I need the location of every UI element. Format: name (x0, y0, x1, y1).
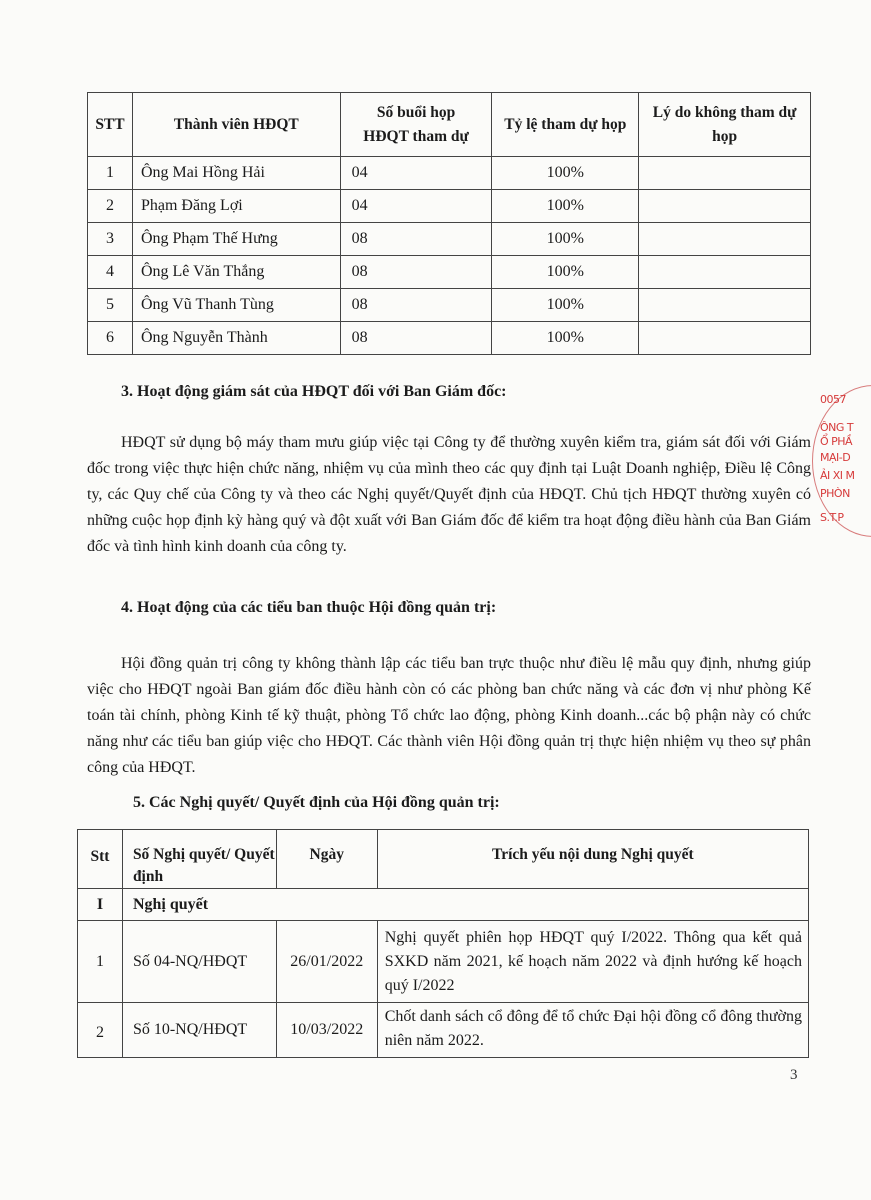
cell-date: 10/03/2022 (276, 1003, 377, 1058)
header-excerpt: Trích yếu nội dung Nghị quyết (377, 830, 808, 889)
cell-name: Ông Lê Văn Thắng (132, 256, 340, 289)
cell-excerpt: Chốt danh sách cổ đông để tổ chức Đại hội đồng cổ đông thường niên năm 2022. (377, 1003, 808, 1058)
cell-reason (639, 289, 811, 322)
header-stt: Stt (78, 830, 123, 889)
cell-reason (639, 223, 811, 256)
cell-meetings: 04 (340, 190, 492, 223)
cell-name: Ông Mai Hồng Hải (132, 157, 340, 190)
header-resolution-number: Số Nghị quyết/ Quyết định (122, 830, 276, 889)
cell-stt: 3 (88, 223, 133, 256)
stamp-text: ẢI XI M (820, 469, 855, 482)
table-header-row (88, 93, 811, 157)
cell-rate: 100% (492, 289, 639, 322)
header-reason: Lý do không tham dự họp (639, 93, 811, 157)
stamp-text: MẠI-D (820, 451, 851, 464)
resolution-table (77, 829, 809, 1058)
section-3-heading: 3. Hoạt động giám sát của HĐQT đối với Ban Giám đốc: (121, 383, 507, 400)
cell-meetings: 08 (340, 289, 492, 322)
cell-rate: 100% (492, 256, 639, 289)
section-5-heading: 5. Các Nghị quyết/ Quyết định của Hội đồng quản trị: (133, 794, 500, 811)
section-label: Nghị quyết (122, 889, 808, 921)
section-roman: I (78, 889, 123, 921)
table-row (88, 157, 811, 190)
header-meetings: Số buổi họp HĐQT tham dự (340, 93, 492, 157)
attendance-table (87, 92, 811, 355)
table-row (88, 223, 811, 256)
cell-reason (639, 190, 811, 223)
cell-reason (639, 256, 811, 289)
cell-meetings: 04 (340, 157, 492, 190)
table-row (78, 1003, 809, 1058)
cell-stt: 4 (88, 256, 133, 289)
page-number: 3 (790, 1067, 798, 1083)
section-4-heading: 4. Hoạt động của các tiểu ban thuộc Hội đồng quản trị: (121, 599, 497, 616)
section-4-paragraph (87, 651, 811, 781)
cell-stt: 5 (88, 289, 133, 322)
cell-rate: 100% (492, 322, 639, 355)
header-member: Thành viên HĐQT (132, 93, 340, 157)
table-row (88, 256, 811, 289)
cell-stt: 6 (88, 322, 133, 355)
cell-rate: 100% (492, 190, 639, 223)
cell-name: Ông Phạm Thế Hưng (132, 223, 340, 256)
header-date: Ngày (276, 830, 377, 889)
cell-meetings: 08 (340, 223, 492, 256)
cell-excerpt: Nghị quyết phiên họp HĐQT quý I/2022. Thông qua kết quả SXKD năm 2021, kế hoạch năm 2022 và định hướng kế hoạch quý I/2022 (377, 921, 808, 1003)
cell-reason (639, 322, 811, 355)
stamp-text: S.T.P (820, 511, 844, 524)
cell-meetings: 08 (340, 256, 492, 289)
table-row (88, 289, 811, 322)
cell-name: Ông Nguyễn Thành (132, 322, 340, 355)
cell-reason (639, 157, 811, 190)
header-stt: STT (88, 93, 133, 157)
cell-name: Ông Vũ Thanh Tùng (132, 289, 340, 322)
section-row (78, 889, 809, 921)
cell-date: 26/01/2022 (276, 921, 377, 1003)
table-row (88, 322, 811, 355)
table-header-row (78, 830, 809, 889)
section-4-text: Hội đồng quản trị công ty không thành lập các tiểu ban trực thuộc như điều lệ mẫu quy định, nhưng giúp việc cho HĐQT ngoài Ban giám đốc điều hành còn có các phòng ban chức năng và các đơn vị như phòng Kế toán tài chính, phòng Kinh tế kỹ thuật, phòng Tổ chức lao động, phòng Kinh doanh...các bộ phận này có chức năng như các tiểu ban giúp việc cho HĐQT. Các thành viên Hội đồng quản trị thực hiện nhiệm vụ theo sự phân công của HĐQT. (87, 655, 811, 776)
stamp-text: PHÒN (820, 487, 850, 500)
header-rate: Tỷ lệ tham dự họp (492, 93, 639, 157)
cell-resolution-number: Số 10-NQ/HĐQT (122, 1003, 276, 1058)
stamp-text: 0057 (820, 393, 846, 406)
cell-stt: 2 (88, 190, 133, 223)
table-row (88, 190, 811, 223)
cell-rate: 100% (492, 157, 639, 190)
section-3-paragraph (87, 430, 811, 560)
cell-stt: 1 (78, 921, 123, 1003)
table-row (78, 921, 809, 1003)
cell-stt: 1 (88, 157, 133, 190)
cell-meetings: 08 (340, 322, 492, 355)
company-stamp (808, 385, 871, 535)
cell-stt: 2 (78, 1003, 123, 1058)
stamp-text: Ổ PHẦ (820, 435, 853, 448)
cell-rate: 100% (492, 223, 639, 256)
cell-name: Phạm Đăng Lợi (132, 190, 340, 223)
cell-resolution-number: Số 04-NQ/HĐQT (122, 921, 276, 1003)
stamp-text: ÔNG T (820, 421, 854, 434)
section-3-text: HĐQT sử dụng bộ máy tham mưu giúp việc tại Công ty để thường xuyên kiểm tra, giám sát đối với Giám đốc trong việc thực hiện chức năng, nhiệm vụ của mình theo các quy định tại Luật Doanh nghiệp, Điều lệ Công ty, các Quy chế của Công ty và theo các Nghị quyết/Quyết định của HĐQT. Chủ tịch HĐQT thường xuyên có những cuộc họp định kỳ hàng quý và đột xuất với Ban Giám đốc để kiểm tra hoạt động điều hành của Ban Giám đốc và tình hình kinh doanh của công ty. (87, 434, 811, 555)
